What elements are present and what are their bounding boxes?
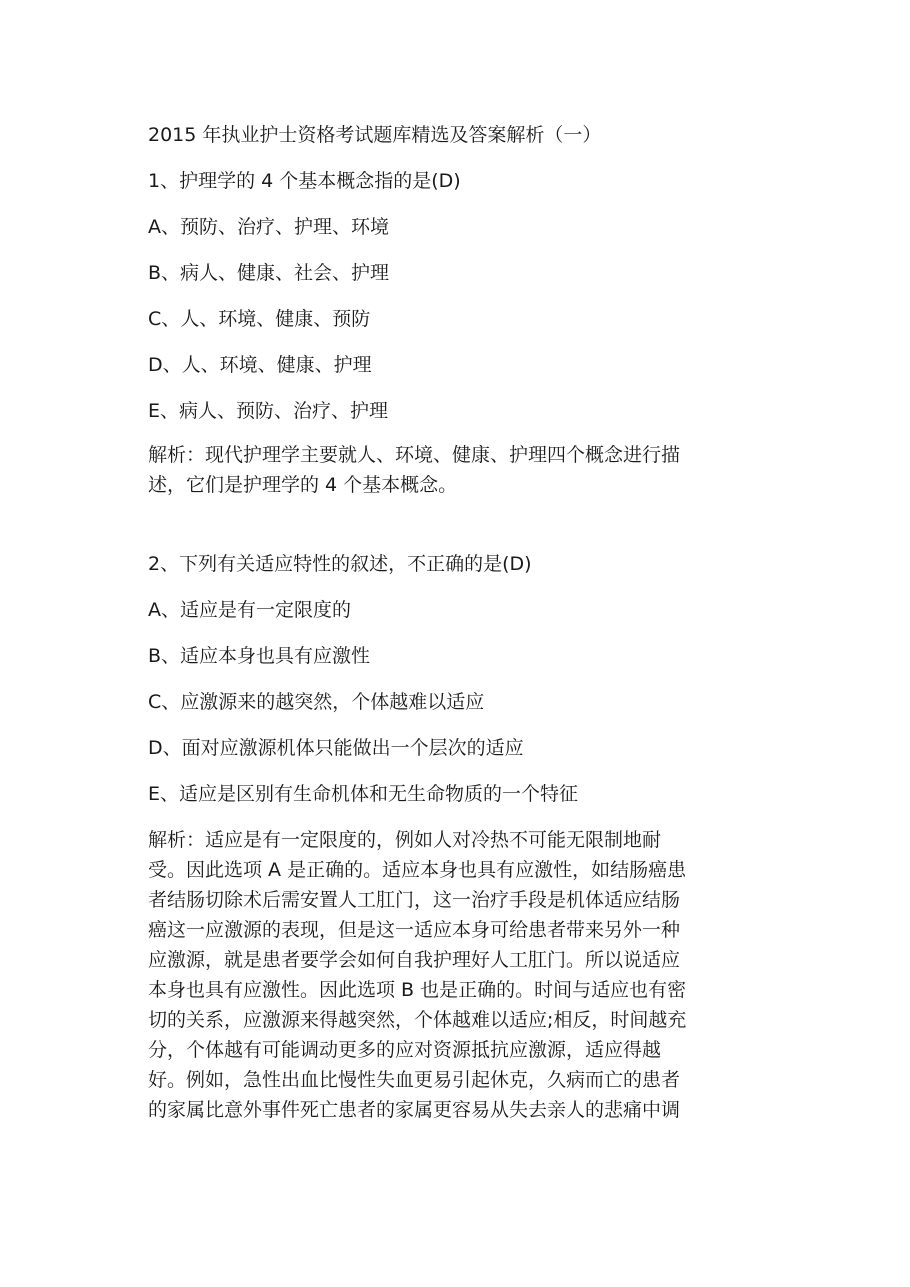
option-c: C、人、环境、健康、预防 — [148, 308, 371, 330]
analysis-line: 受。因此选项 A 是正确的。适应本身也具有应激性，如结肠癌患 — [148, 859, 687, 881]
analysis-line: 者结肠切除术后需安置人工肛门，这一治疗手段是机体适应结肠 — [148, 889, 681, 911]
question-1 — [148, 166, 768, 500]
option-a: A、适应是有一定限度的 — [148, 599, 351, 621]
analysis — [148, 825, 768, 1125]
question-2 — [148, 549, 768, 1125]
analysis-line: 解析：现代护理学主要就人、环境、健康、护理四个概念进行描 — [148, 444, 681, 466]
analysis-line: 本身也具有应激性。因此选项 B 也是正确的。时间与适应也有密 — [148, 979, 687, 1001]
option-e: E、病人、预防、治疗、护理 — [148, 400, 389, 422]
analysis-line: 的家属比意外事件死亡患者的家属更容易从失去亲人的悲痛中调 — [148, 1099, 681, 1121]
question-stem: 2、下列有关适应特性的叙述，不正确的是(D) — [148, 553, 532, 575]
analysis-line: 应激源，就是患者要学会如何自我护理好人工肛门。所以说适应 — [148, 949, 681, 971]
analysis — [148, 440, 768, 500]
document-page — [148, 120, 768, 1125]
analysis-line: 癌这一应激源的表现，但是这一适应本身可给患者带来另外一种 — [148, 919, 681, 941]
option-b: B、病人、健康、社会、护理 — [148, 262, 390, 284]
analysis-line: 述，它们是护理学的 4 个基本概念。 — [148, 474, 458, 496]
option-a: A、预防、治疗、护理、环境 — [148, 216, 389, 238]
option-e: E、适应是区别有生命机体和无生命物质的一个特征 — [148, 783, 579, 805]
document-title: 2015 年执业护士资格考试题库精选及答案解析（一） — [148, 124, 602, 146]
option-c: C、应激源来的越突然，个体越难以适应 — [148, 691, 485, 713]
option-d: D、面对应激源机体只能做出一个层次的适应 — [148, 737, 524, 759]
analysis-line: 分，个体越有可能调动更多的应对资源抵抗应激源，适应得越 — [148, 1039, 662, 1061]
option-b: B、适应本身也具有应激性 — [148, 645, 371, 667]
option-d: D、人、环境、健康、护理 — [148, 354, 372, 376]
analysis-line: 解析：适应是有一定限度的，例如人对冷热不可能无限制地耐 — [148, 829, 662, 851]
analysis-line: 好。例如，急性出血比慢性失血更易引起休克，久病而亡的患者 — [148, 1069, 681, 1091]
analysis-line: 切的关系，应激源来得越突然，个体越难以适应;相反，时间越充 — [148, 1009, 687, 1031]
question-stem: 1、护理学的 4 个基本概念指的是(D) — [148, 170, 461, 192]
spacer — [148, 500, 768, 549]
